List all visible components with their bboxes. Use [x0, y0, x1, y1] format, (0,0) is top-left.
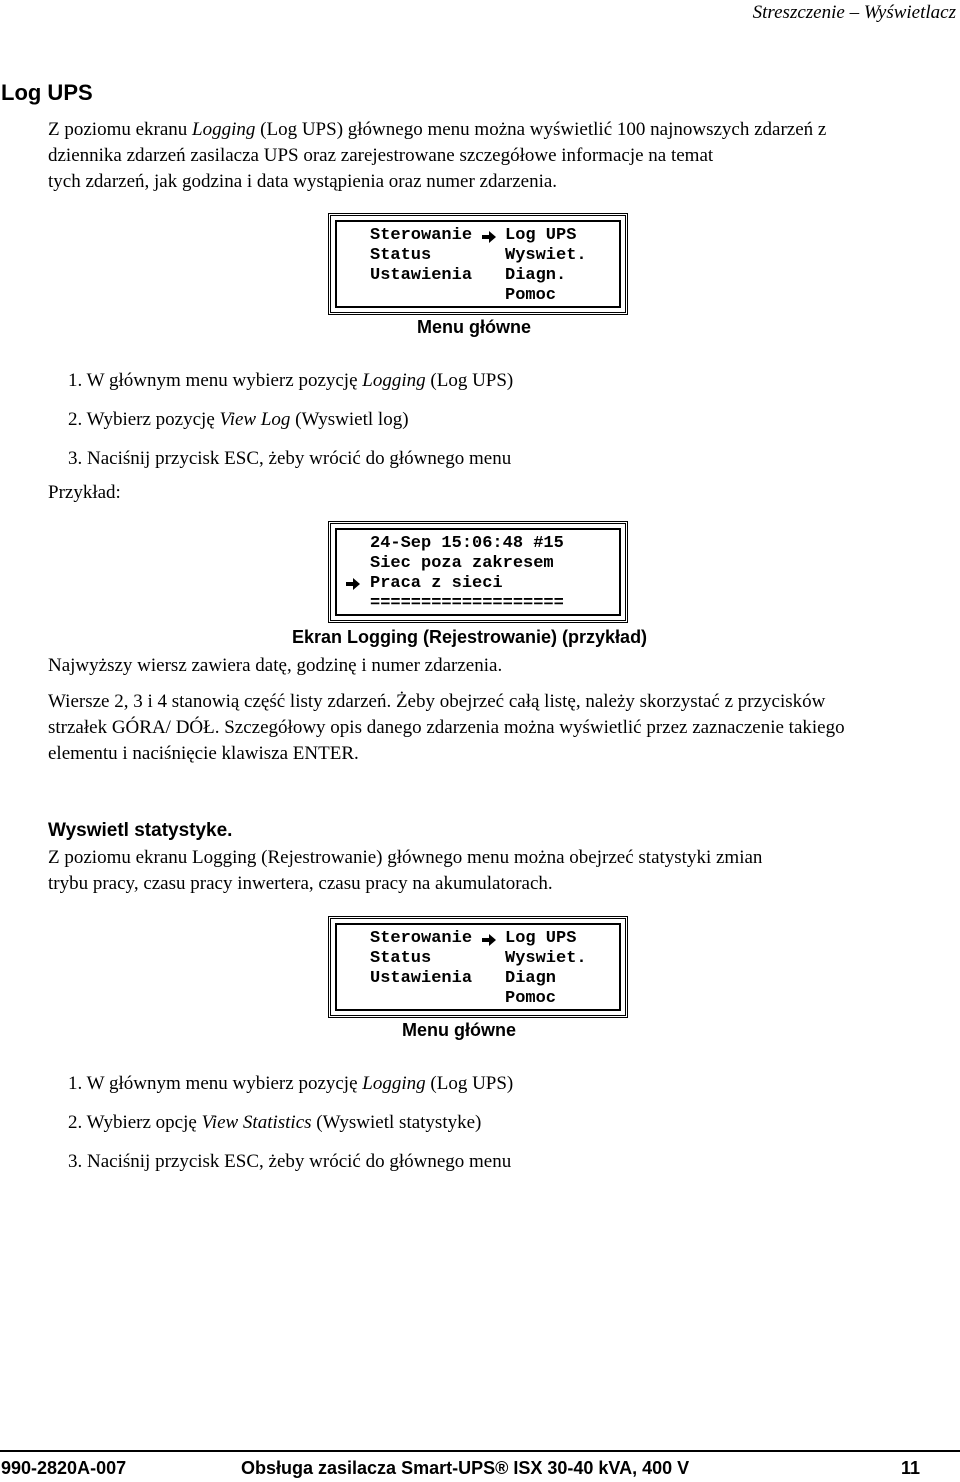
lcd-main-menu-1	[328, 213, 628, 315]
footer-doc-number: 990-2820A-007	[1, 1458, 127, 1478]
lcd-main-menu-2	[328, 916, 628, 1018]
menu-caption-2: Menu główne	[402, 1020, 516, 1040]
lcd-log-lines: 24-Sep 15:06:48 #15 Siec poza zakresem Praca z sieci ===================	[370, 534, 564, 613]
step-1: 1. W głównym menu wybierz pozycję Logging (Log UPS)	[68, 370, 514, 391]
section-heading-log-ups: Log UPS	[1, 80, 93, 105]
step-1: 1. W głównym menu wybierz pozycję Logging (Log UPS)	[68, 1073, 514, 1094]
lcd-left-column: Sterowanie Status Ustawienia	[370, 226, 473, 285]
intro-paragraph-2: Z poziomu ekranu Logging (Rejestrowanie) głównego menu można obejrzeć statystyki zmian trybu pracy, czasu pracy inwertera, czasu pracy na akumulatorach.	[48, 847, 763, 894]
footer-page-number: 11	[900, 1458, 920, 1478]
menu-caption-1: Menu główne	[417, 317, 531, 337]
lcd-log-screen	[328, 521, 628, 623]
intro-paragraph-1: Z poziomu ekranu Logging (Log UPS) głównego menu można wyświetlić 100 najnowszych zdarzeń z dziennika zdarzeń zasilacza UPS oraz zarejestrowane szczegółowe informacje na temat tych zdarzeń, jak godzina i data wystąpienia oraz numer zdarzenia.	[48, 119, 827, 192]
step-3: 3. Naciśnij przycisk ESC, żeby wrócić do głównego menu	[68, 1151, 512, 1172]
running-header: Streszczenie – Wyświetlacz	[752, 2, 956, 23]
pointing-arrow-icon	[482, 231, 496, 243]
step-3: 3. Naciśnij przycisk ESC, żeby wrócić do głównego menu	[68, 448, 512, 469]
after-paragraph: Wiersze 2, 3 i 4 stanowią część listy zdarzeń. Żeby obejrzeć całą listę, należy skorzystać z przycisków strzałek GÓRA/ DÓŁ. Szczegółowy opis danego zdarzenia można wyświetlić przez zaznaczenie takiego elementu i naciśnięcie klawisza ENTER.	[48, 691, 845, 764]
step-2: 2. Wybierz pozycję View Log (Wyswietl log)	[68, 409, 409, 430]
section-heading-statistics: Wyswietl statystyke.	[48, 820, 233, 841]
lcd-right-column: Log UPS Wyswiet. Diagn. Pomoc	[505, 226, 587, 305]
steps-list-1	[68, 368, 513, 485]
footer-title: Obsługa zasilacza Smart-UPS® ISX 30-40 kVA, 400 V	[241, 1458, 690, 1478]
step-2: 2. Wybierz opcję View Statistics (Wyswietl statystyke)	[68, 1112, 482, 1133]
footer-rule	[0, 1450, 960, 1452]
lcd-right-column: Log UPS Wyswiet. Diagn Pomoc	[505, 929, 587, 1008]
after-text: Najwyższy wiersz zawiera datę, godzinę i numer zdarzenia.	[48, 655, 503, 676]
pointing-arrow-icon	[482, 934, 496, 946]
steps-list-2	[68, 1071, 513, 1188]
pointing-arrow-icon	[346, 578, 360, 590]
example-label: Przykład:	[48, 482, 121, 503]
lcd-left-column: Sterowanie Status Ustawienia	[370, 929, 473, 988]
log-screen-caption: Ekran Logging (Rejestrowanie) (przykład)	[292, 627, 648, 647]
